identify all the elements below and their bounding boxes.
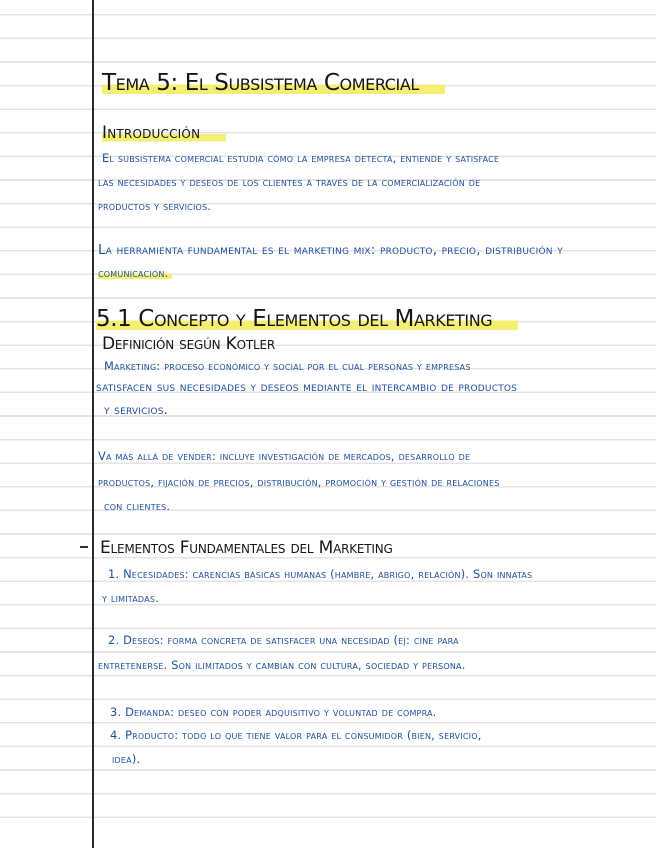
element-4-line-1: 4. Producto: todo lo que tiene valor para el consumidor (bien, servicio,	[110, 728, 482, 742]
margin-tick-mark	[80, 546, 88, 548]
intro-line-2: las necesidades y deseos de los clientes a través de la comercialización de	[98, 175, 481, 189]
element-2-line-1: 2. Deseos: forma concreta de satisfacer una necesidad (ej: cine para	[108, 633, 459, 647]
section-heading: 5.1 Concepto y Elementos del Marketing	[96, 306, 518, 332]
element-1-line-1: 1. Necesidades: carencias básicas humanas (hambre, abrigo, relación). Son innatas	[108, 567, 533, 581]
element-1-line-2: y limitadas.	[102, 591, 159, 605]
definition-line-3: y servicios.	[104, 403, 169, 418]
definition-heading: Definición según Kotler	[102, 334, 275, 354]
element-4-line-2: idea).	[112, 752, 141, 766]
definition-line-1: Marketing: proceso económico y social por el cual personas y empresas	[104, 359, 471, 373]
beyond-line-2: productos, fijación de precios, distribución, promoción y gestión de relaciones	[98, 475, 500, 489]
intro-line-3: productos y servicios.	[98, 199, 212, 213]
margin-line	[92, 0, 94, 848]
element-2-line-2: entretenerse. Son ilimitados y cambian con cultura, sociedad y persona.	[98, 658, 466, 672]
beyond-line-3: con clientes.	[104, 499, 171, 513]
page-title: Tema 5: El Subsistema Comercial	[102, 70, 445, 96]
beyond-line-1: Va más allá de vender: incluye investigación de mercados, desarrollo de	[98, 449, 471, 463]
intro-p2-line-1: La herramienta fundamental es el marketing mix: producto, precio, distribución y	[98, 243, 563, 258]
intro-heading: Introducción	[102, 123, 226, 143]
definition-line-2: satisfacen sus necesidades y deseos mediante el intercambio de productos	[96, 380, 518, 395]
elements-heading: Elementos Fundamentales del Marketing	[100, 538, 393, 558]
element-3-line: 3. Demanda: deseo con poder adquisitivo y voluntad de compra.	[110, 705, 437, 719]
intro-p2-line-2: comunicación.	[98, 266, 172, 280]
intro-line-1: El subsistema comercial estudia cómo la empresa detecta, entiende y satisface	[102, 151, 500, 165]
